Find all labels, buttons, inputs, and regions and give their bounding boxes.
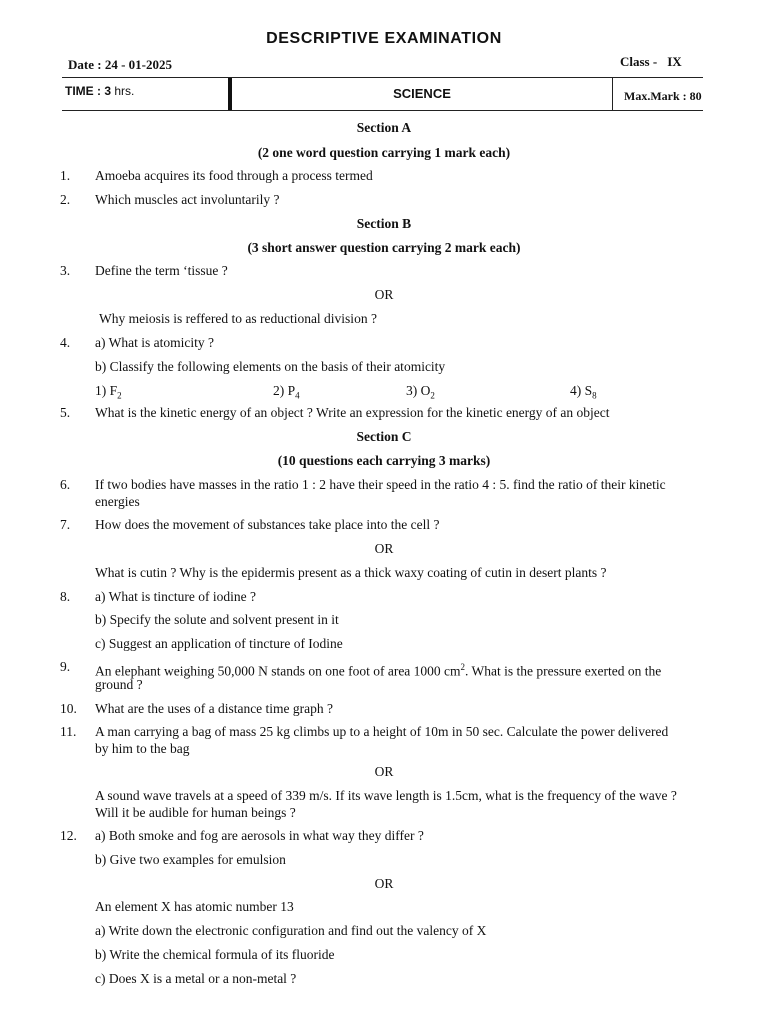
question-number: 4. — [60, 335, 71, 350]
option-3: 3) $O_2$ — [406, 383, 435, 401]
exam-date: Date : 24 - 01-2025 — [68, 57, 172, 72]
exam-time: TIME : 3 hrs. — [65, 84, 135, 98]
question-text: Define the term ‘tissue ? — [95, 263, 228, 278]
question-text: c) Suggest an application of tincture of Iodine — [95, 636, 343, 651]
question-text: a) Both smoke and fog are aerosols in what way they differ ? — [95, 828, 424, 843]
question-text: a) What is tincture of iodine ? — [95, 589, 256, 604]
question-number: 8. — [60, 589, 71, 604]
question-text: energies — [95, 494, 140, 509]
class-value: IX — [667, 54, 682, 69]
question-number: 5. — [60, 405, 71, 420]
question-number: 2. — [60, 192, 71, 207]
exam-title: DESCRIPTIVE EXAMINATION — [266, 30, 502, 47]
question-number: 7. — [60, 517, 71, 532]
question-text: Which muscles act involuntarily ? — [95, 192, 280, 207]
question-text: a) Write down the electronic configuration and find out the valency of X — [95, 923, 487, 938]
question-number: 10. — [60, 701, 77, 716]
question-text: What is the kinetic energy of an object ? Write an expression for the kinetic energy of an object — [95, 405, 610, 420]
or-divider: OR — [374, 876, 394, 891]
question-text: b) Classify the following elements on the basis of their atomicity — [95, 359, 446, 374]
header-thin-divider — [612, 78, 613, 110]
question-text: Why meiosis is reffered to as reductional division ? — [99, 311, 377, 326]
exam-class — [620, 54, 682, 70]
question-text: c) Does X is a metal or a non-metal ? — [95, 971, 297, 986]
question-text: Will it be audible for human beings ? — [95, 805, 296, 820]
question-text: Amoeba acquires its food through a process termed — [95, 168, 373, 183]
question-text: How does the movement of substances take place into the cell ? — [95, 517, 440, 532]
question-number: 9. — [60, 659, 71, 674]
question-text: by him to the bag — [95, 741, 190, 756]
header-bottom-rule — [62, 110, 703, 111]
exam-max-mark: Max.Mark : 80 — [624, 89, 702, 103]
or-divider: OR — [374, 287, 394, 302]
question-text: ground ? — [95, 677, 143, 692]
question-text: What are the uses of a distance time graph ? — [95, 701, 334, 716]
question-text: A sound wave travels at a speed of 339 m/s. If its wave length is 1.5cm, what is the frequency of the wave ? — [95, 788, 677, 803]
question-number: 1. — [60, 168, 71, 183]
question-text: b) Give two examples for emulsion — [95, 852, 286, 867]
section-a-subtitle: (2 one word question carrying 1 mark each) — [257, 145, 511, 160]
section-b-subtitle: (3 short answer question carrying 2 mark each) — [247, 240, 521, 255]
option-4: 4) $S_8$ — [570, 383, 597, 401]
question-number: 6. — [60, 477, 71, 492]
question-text: An elephant weighing 50,000 N stands on one foot of area 1000 $cm^2$. What is the pressure exerted on the — [95, 662, 662, 679]
class-label: Class - — [620, 54, 658, 69]
question-text: b) Write the chemical formula of its fluoride — [95, 947, 335, 962]
question-number: 3. — [60, 263, 71, 278]
question-text: A man carrying a bag of mass 25 kg climbs up to a height of 10m in 50 sec. Calculate the power delivered — [95, 724, 669, 739]
exam-subject: SCIENCE — [393, 86, 451, 101]
question-number: 12. — [60, 828, 77, 843]
question-text: a) What is atomicity ? — [95, 335, 214, 350]
question-text: An element X has atomic number 13 — [95, 899, 294, 914]
question-number: 11. — [60, 724, 77, 739]
question-text: b) Specify the solute and solvent present in it — [95, 612, 339, 627]
or-divider: OR — [374, 764, 394, 779]
section-a-title: Section A — [356, 120, 412, 135]
question-text: What is cutin ? Why is the epidermis present as a thick waxy coating of cutin in desert plants ? — [95, 565, 607, 580]
or-divider: OR — [374, 541, 394, 556]
section-b-title: Section B — [356, 216, 412, 231]
question-text: If two bodies have masses in the ratio 1 : 2 have their speed in the ratio 4 : 5. find the ratio of their kinetic — [95, 477, 666, 492]
option-1: 1) $F_2$ — [95, 383, 122, 401]
section-c-title: Section C — [356, 429, 412, 444]
header-top-rule — [62, 77, 703, 78]
section-c-subtitle: (10 questions each carrying 3 marks) — [277, 453, 491, 468]
option-2: 2) $P_4$ — [273, 383, 300, 401]
